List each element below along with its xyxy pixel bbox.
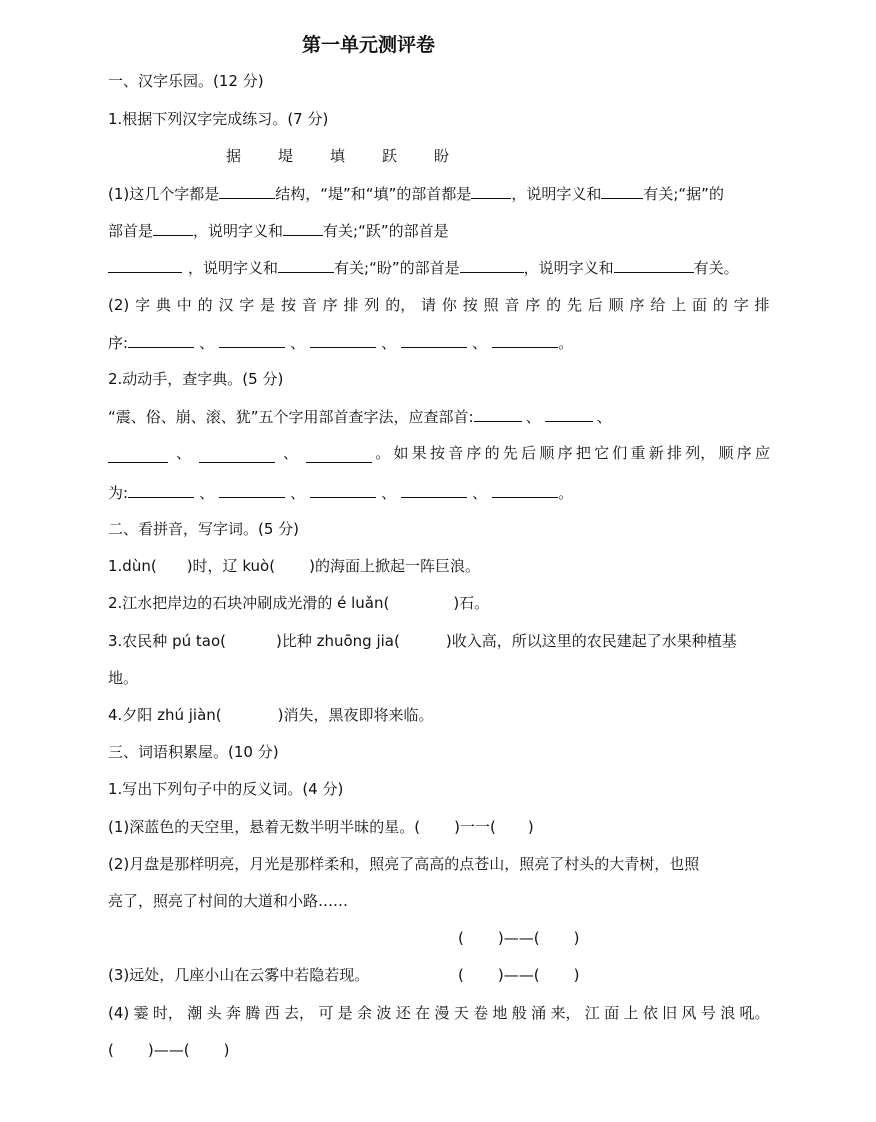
text: 时， <box>152 1004 183 1022</box>
text: 序 <box>736 444 752 462</box>
text: )消失，黑夜即将来临。 <box>277 706 434 724</box>
text: 余 <box>357 1004 373 1022</box>
text: 顺 <box>608 296 624 314</box>
text: 排 <box>667 444 683 462</box>
text: 卷 <box>473 1004 489 1022</box>
text: 顺 <box>539 444 555 462</box>
char-item: 盼 <box>434 147 450 165</box>
answer-blank[interactable] <box>401 331 467 348</box>
text: 字 <box>733 296 749 314</box>
q1-part2-line1 <box>108 294 770 316</box>
answer-blank[interactable] <box>128 331 194 348</box>
text: 先 <box>502 444 518 462</box>
text: 去， <box>283 1004 314 1022</box>
text: 般 <box>511 1004 527 1022</box>
text: 它 <box>594 444 610 462</box>
text: 有关;“跃”的部首是 <box>323 222 449 240</box>
text: 有关;“据”的 <box>643 185 724 203</box>
s3-item-1 <box>108 816 534 838</box>
s3-item-3: (3)远处，几座小山在云雾中若隐若现。 <box>108 966 370 984</box>
text: 序 <box>525 296 541 314</box>
text: 号 <box>700 1004 716 1022</box>
s3-item-2-line1: (2)月盘是那样明亮，月光是那样柔和，照亮了高高的点苍山，照亮了村头的大青树，也照 <box>108 855 700 873</box>
s2-question-3-cont: 地。 <box>108 669 139 687</box>
text: 结构，“堤”和“填”的部首都是 <box>275 185 472 203</box>
text: 西 <box>264 1004 280 1022</box>
text: 、 <box>381 334 397 352</box>
text: )收入高，所以这里的农民建起了水果种植基 <box>445 632 737 650</box>
text: 音 <box>301 296 317 314</box>
answer-blank[interactable] <box>401 481 467 498</box>
answer-blank[interactable] <box>283 219 323 236</box>
text: 在 <box>415 1004 431 1022</box>
text: ( <box>108 1041 114 1059</box>
char-item: 堤 <box>278 147 294 165</box>
s3-item-3-answer <box>458 964 579 986</box>
text: 地 <box>492 1004 508 1022</box>
text: 、 <box>176 444 192 462</box>
text: 1.dùn( <box>108 557 157 575</box>
text: 典 <box>155 296 171 314</box>
page-title: 第一单元测评卷 <box>302 34 436 56</box>
text: 、 <box>596 408 612 426</box>
char-item: 据 <box>226 147 242 165</box>
s3-item-4 <box>108 1002 770 1024</box>
text: 面 <box>692 296 708 314</box>
text: ) <box>573 929 580 947</box>
answer-blank[interactable] <box>471 182 511 199</box>
text: )——( <box>497 966 540 984</box>
text: 序 <box>557 444 573 462</box>
text: 们 <box>612 444 628 462</box>
section-3-heading: 三、词语积累屋。(10 分) <box>108 743 279 761</box>
text: 的 <box>197 296 213 314</box>
answer-blank[interactable] <box>219 331 285 348</box>
text: 的 <box>546 296 562 314</box>
answer-blank[interactable] <box>108 446 168 463</box>
question-1-2-heading: 2.动动手，查字典。(5 分) <box>108 370 284 388</box>
text: )比种 zhuōng jia( <box>275 632 400 650</box>
text: 上 <box>623 1004 639 1022</box>
text: 、 <box>283 444 299 462</box>
text: )一一( <box>454 818 496 836</box>
section-2-heading: 二、看拼音，写字词。(5 分) <box>108 520 300 538</box>
s2-question-2 <box>108 592 489 614</box>
answer-blank[interactable] <box>310 331 376 348</box>
q2-line2 <box>108 442 770 464</box>
text: 顺 <box>718 444 734 462</box>
text: 列， <box>685 444 716 462</box>
q1-part1-line2 <box>108 219 449 242</box>
text: 按 <box>280 296 296 314</box>
answer-blank[interactable] <box>199 446 275 463</box>
q1-part2-line2 <box>108 331 573 354</box>
answer-blank[interactable] <box>219 182 275 199</box>
text: 照 <box>483 296 499 314</box>
text: 按 <box>462 296 478 314</box>
question-1-1-heading: 1.根据下列汉字完成练习。(7 分) <box>108 110 329 128</box>
answer-blank[interactable] <box>601 182 643 199</box>
text: 、 <box>199 484 215 502</box>
q1-part1-line1 <box>108 182 724 205</box>
text: 请 <box>421 296 437 314</box>
text: 、 <box>525 408 541 426</box>
char-item: 填 <box>330 147 346 165</box>
text: 重 <box>630 444 646 462</box>
answer-blank[interactable] <box>474 405 522 422</box>
text: 面 <box>604 1004 620 1022</box>
text: 是 <box>260 296 276 314</box>
text: 上 <box>671 296 687 314</box>
text: ，说明字义和 <box>511 185 602 203</box>
text: 、 <box>290 334 306 352</box>
text: 的 <box>712 296 728 314</box>
question-3-1-heading: 1.写出下列句子中的反义词。(4 分) <box>108 780 344 798</box>
text: 、 <box>472 484 488 502</box>
text: 有关。 <box>693 259 739 277</box>
text: 头 <box>206 1004 222 1022</box>
answer-blank[interactable] <box>545 405 593 422</box>
text: 漫 <box>434 1004 450 1022</box>
text: 给 <box>650 296 666 314</box>
text: ( <box>458 929 464 947</box>
text: 序 <box>466 444 482 462</box>
answer-blank[interactable] <box>310 481 376 498</box>
text: 中 <box>176 296 192 314</box>
text: )石。 <box>453 594 490 612</box>
text: 按 <box>429 444 445 462</box>
answer-blank[interactable] <box>614 256 694 273</box>
text: 旧 <box>662 1004 678 1022</box>
section-1-heading: 一、汉字乐园。(12 分) <box>108 72 264 90</box>
answer-blank[interactable] <box>492 481 558 498</box>
text: ，说明字义和 <box>193 222 284 240</box>
text: 部首是 <box>108 222 154 240</box>
text: 有关;“盼”的部首是 <box>334 259 460 277</box>
text: 。 <box>558 334 574 352</box>
text: 汉 <box>218 296 234 314</box>
char-item: 跃 <box>382 147 398 165</box>
text: 2.江水把岸边的石块冲刷成光滑的 é luǎn( <box>108 594 390 612</box>
s2-question-3 <box>108 630 737 652</box>
text: 后 <box>587 296 603 314</box>
text: 字 <box>239 296 255 314</box>
text: (4) <box>108 1004 130 1022</box>
text: 吼。 <box>739 1004 770 1022</box>
text: (2) <box>108 296 130 314</box>
answer-blank[interactable] <box>153 219 193 236</box>
answer-blank[interactable] <box>108 256 182 273</box>
text: 后 <box>521 444 537 462</box>
text: 把 <box>575 444 591 462</box>
text: ，说明字义和 <box>523 259 614 277</box>
text: 涌 <box>531 1004 547 1022</box>
text: 排 <box>754 296 770 314</box>
text: 。 <box>558 484 574 502</box>
q2-line3 <box>108 481 573 504</box>
text: 音 <box>448 444 464 462</box>
text: 的 <box>484 444 500 462</box>
text: 还 <box>395 1004 411 1022</box>
text: (1)深蓝色的天空里，悬着无数半明半昧的星。( <box>108 818 421 836</box>
text: 依 <box>642 1004 658 1022</box>
answer-blank[interactable] <box>306 446 372 463</box>
text: )——( <box>497 929 540 947</box>
text: 字 <box>135 296 151 314</box>
text: 。 <box>375 444 391 462</box>
text: 你 <box>441 296 457 314</box>
text: 音 <box>504 296 520 314</box>
text: )的海面上掀起一阵巨浪。 <box>309 557 480 575</box>
text: 新 <box>648 444 664 462</box>
q1-part1-line3 <box>108 256 739 279</box>
text: 、 <box>381 484 397 502</box>
answer-blank[interactable] <box>460 256 524 273</box>
text: 奔 <box>225 1004 241 1022</box>
text: 列 <box>364 296 380 314</box>
text: 、 <box>199 334 215 352</box>
text: )时，辽 kuò( <box>186 557 276 575</box>
text: 为: <box>108 484 129 502</box>
s3-item-4-answer <box>108 1039 229 1061</box>
s3-item-2-answer <box>458 927 579 949</box>
text: 、 <box>290 484 306 502</box>
text: ，说明字义和 <box>188 259 279 277</box>
text: 先 <box>566 296 582 314</box>
text: (1)这几个字都是 <box>108 185 220 203</box>
text: ( <box>458 966 464 984</box>
text: 霎 <box>133 1004 149 1022</box>
text: ) <box>223 1041 230 1059</box>
answer-blank[interactable] <box>278 256 334 273</box>
text: 浪 <box>720 1004 736 1022</box>
text: 序 <box>629 296 645 314</box>
text: 4.夕阳 zhú jiàn( <box>108 706 222 724</box>
answer-blank[interactable] <box>128 481 194 498</box>
text: 序 <box>322 296 338 314</box>
text: 来， <box>550 1004 581 1022</box>
text: ) <box>527 818 534 836</box>
text: 可 <box>318 1004 334 1022</box>
text: 的， <box>385 296 416 314</box>
text: 腾 <box>245 1004 261 1022</box>
answer-blank[interactable] <box>219 481 285 498</box>
text: 波 <box>376 1004 392 1022</box>
text: 是 <box>337 1004 353 1022</box>
text: 江 <box>584 1004 600 1022</box>
text: 天 <box>453 1004 469 1022</box>
text: 、 <box>472 334 488 352</box>
text: 排 <box>343 296 359 314</box>
text: 果 <box>411 444 427 462</box>
s3-item-2-line2: 亮了，照亮了村间的大道和小路…… <box>108 892 349 910</box>
text: 序: <box>108 334 129 352</box>
answer-blank[interactable] <box>492 331 558 348</box>
text: ) <box>573 966 580 984</box>
text: )——( <box>147 1041 190 1059</box>
text: 如 <box>393 444 409 462</box>
character-list <box>226 145 486 167</box>
text: 潮 <box>187 1004 203 1022</box>
text: 应 <box>754 444 770 462</box>
text: 3.农民种 pú tao( <box>108 632 226 650</box>
q2-line1 <box>108 405 616 428</box>
text: “震、俗、崩、滚、犹”五个字用部首查字法，应查部首: <box>108 408 474 426</box>
s2-question-4 <box>108 704 433 726</box>
s2-question-1 <box>108 555 480 577</box>
text: 风 <box>681 1004 697 1022</box>
